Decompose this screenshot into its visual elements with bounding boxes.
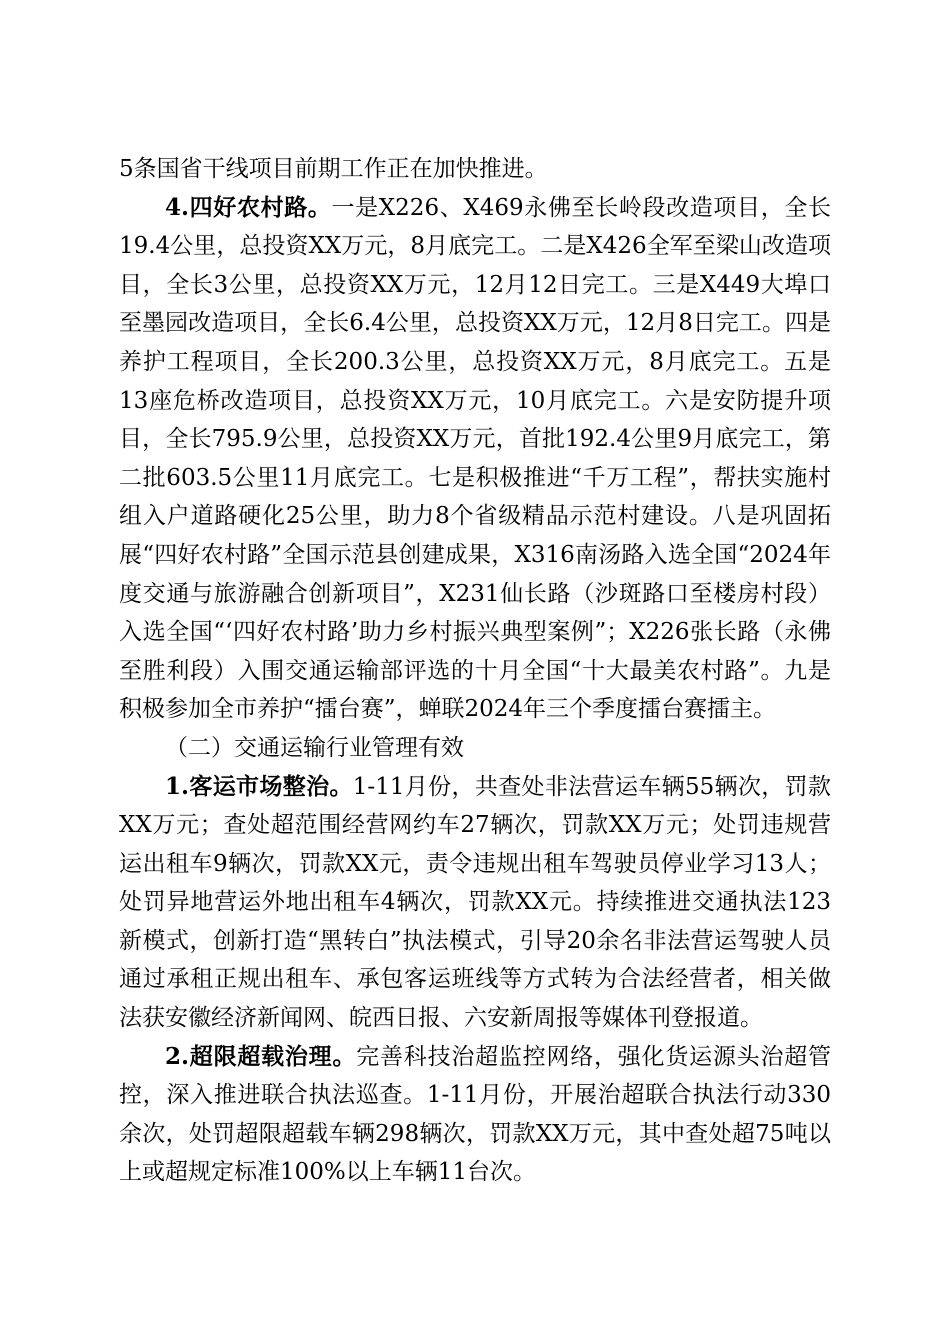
paragraph-heading: 4.四好农村路。 — [165, 193, 332, 221]
paragraph-text: 一是X226、X469永佛至长岭段改造项目，全长19.4公里，总投资XX万元，8月底完工。二是X426全军至梁山改造项目，全长3公里，总投资XX万元，12月12日完工。三是X449大埠口至墨园改造项目，全长6.4公里，总投资XX万元，12月8日完工。四是养护工程项目，全长200.3公里，总投资XX万元，8月底完工。五是13座危桥改造项目，总投资XX万元，10月底完工。六是安防提升项目，全长795.9公里，总投资XX万元，首批192.4公里9月底完工，第二批603.5公里11月底完工。七是积极推进“千万工程”，帮扶实施村组入户道路硬化25公里，助力8个省级精品示范村建设。八是巩固拓展“四好农村路”全国示范县创建成果，X316南汤路入选全国“2024年度交通与旅游融合创新项目”，X231仙长路（沙斑路口至楼房村段）入选全国“‘四好农村路’助力乡村振兴典型案例”；X226张长路（永佛至胜利段）入围交通运输部评选的十月全国“十大最美农村路”。九是积极参加全市养护“擂台赛”，蝉联2024年三个季度擂台赛擂主。 — [119, 194, 831, 723]
section-heading-text: （二）交通运输行业管理有效 — [165, 734, 464, 761]
paragraph-heading: 1.客运市场整治。 — [165, 772, 353, 800]
paragraph-rural-roads — [119, 189, 831, 729]
paragraph-passenger-market — [119, 768, 831, 1038]
section-heading — [119, 729, 831, 768]
paragraph-heading: 2.超限超载治理。 — [165, 1042, 357, 1070]
paragraph-text: 5条国省干线项目前期工作正在加快推进。 — [119, 156, 548, 182]
paragraph-continuation — [119, 150, 831, 189]
paragraph-overload-control — [119, 1038, 831, 1192]
document-body — [119, 150, 831, 1192]
paragraph-text: 完善科技治超监控网络，强化货运源头治超管控，深入推进联合执法巡查。1-11月份，开展治超联合执法行动330余次，处罚超限超载车辆298辆次，罚款XX万元，其中查处超75吨以上或超规定标准100%以上车辆11台次。 — [119, 1043, 832, 1186]
paragraph-text: 1-11月份，共查处非法营运车辆55辆次，罚款XX万元；查处超范围经营网约车27辆次，罚款XX万元；处罚违规营运出租车9辆次，罚款XX元，责令违规出租车驾驶员停业学习13人；处罚异地营运外地出租车4辆次，罚款XX元。持续推进交通执法123新模式，创新打造“黑转白”执法模式，引导20余名非法营运驾驶人员通过承租正规出租车、承包客运班线等方式转为合法经营者，相关做法获安徽经济新闻网、皖西日报、六安新周报等媒体刊登报道。 — [119, 773, 831, 1032]
